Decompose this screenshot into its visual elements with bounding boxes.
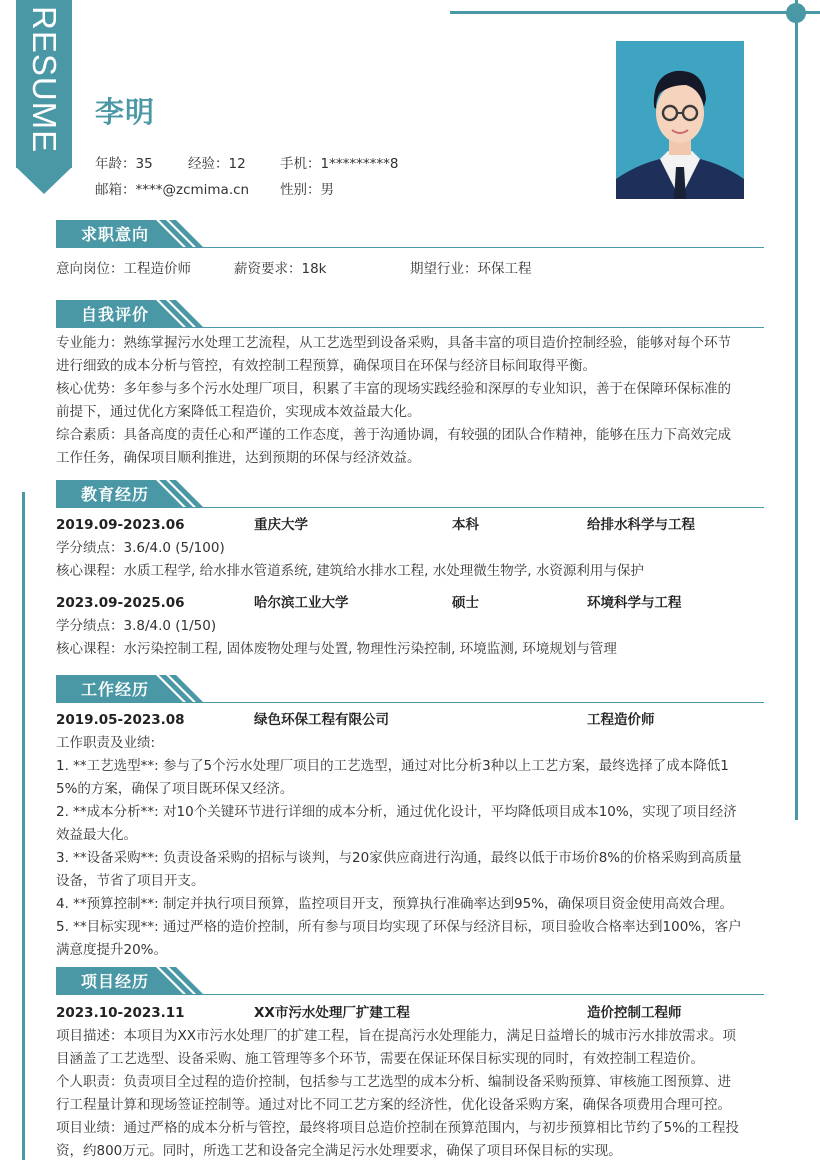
- decorative-dot: [786, 3, 806, 23]
- text-line: 5. **目标实现**: 通过严格的造价控制，所有参与项目均实现了环保与经济目标，项目验收合格率达到100%，客户: [56, 919, 742, 935]
- project-name: XX市污水处理厂扩建工程: [254, 1005, 410, 1021]
- work-item-header: [56, 709, 768, 731]
- section-header-self-eval: [56, 300, 764, 328]
- email-label: 邮箱：: [95, 182, 136, 198]
- education-courses: 核心课程：水污染控制工程, 固体废物处理与处置, 物理性污染控制, 环境监测, 环境规划与管理: [56, 641, 617, 657]
- ribbon-tip: [16, 167, 72, 194]
- self-eval-text: [56, 332, 768, 470]
- expected-industry: 期望行业：环保工程: [410, 261, 532, 277]
- project-period: 2023.10-2023.11: [56, 1005, 185, 1021]
- education-degree: 硕士: [452, 595, 479, 611]
- text-line: 项目描述：本项目为XX市污水处理厂的扩建工程，旨在提高污水处理能力，满足日益增长的城市污水排放需求。项: [56, 1028, 736, 1044]
- decorative-left-line: [22, 492, 25, 1160]
- basic-info-row-1: [95, 152, 398, 172]
- decorative-top-line: [450, 11, 820, 14]
- resume-ribbon: [16, 0, 72, 195]
- salary-expectation: 薪资要求：18k: [234, 261, 327, 277]
- education-item-header: [56, 592, 768, 614]
- section-title: 教育经历: [81, 485, 150, 504]
- email-value: ****@zcmima.cn: [135, 182, 250, 198]
- education-gpa: 学分绩点：3.6/4.0 (5/100): [56, 540, 225, 556]
- education-details: [56, 537, 768, 583]
- text-line: 资，约800万元。同时，所选工艺和设备完全满足污水处理要求，确保了项目环保目标的实现。: [56, 1143, 622, 1159]
- text-line: 个人职责：负责项目全过程的造价控制，包括参与工艺选型的成本分析、编制设备采购预算、审核施工图预算、进: [56, 1074, 731, 1090]
- work-details: [56, 732, 768, 962]
- text-line: 进行细致的成本分析与管控，有效控制工程预算，确保项目在环保与经济目标间取得平衡。: [56, 358, 596, 374]
- age-label: 年龄：: [95, 156, 136, 172]
- gender-label: 性别：: [280, 182, 321, 198]
- work-role: 工程造价师: [587, 712, 655, 728]
- text-line: 设备，节省了项目开支。: [56, 873, 205, 889]
- education-major: 给排水科学与工程: [587, 517, 695, 533]
- portrait-photo: [616, 41, 744, 199]
- section-divider: [56, 702, 764, 704]
- education-courses: 核心课程：水质工程学, 给水排水管道系统, 建筑给水排水工程, 水处理微生物学, 水资源利用与保护: [56, 563, 644, 579]
- email-field: [95, 178, 280, 198]
- text-line: 2. **成本分析**: 对10个关键环节进行详细的成本分析，通过优化设计，平均降低项目成本10%，实现了项目经济: [56, 804, 737, 820]
- age-value: 35: [135, 156, 153, 172]
- gender-value: 男: [320, 182, 334, 198]
- text-line: 专业能力：熟练掌握污水处理工艺流程，从工艺选型到设备采购，具备丰富的项目造价控制经验，能够对每个环节: [56, 335, 731, 351]
- text-line: 核心优势：多年参与多个污水处理厂项目，积累了丰富的现场实践经验和深厚的专业知识，善于在保障环保标准的: [56, 381, 731, 397]
- section-divider: [56, 507, 764, 509]
- section-title: 自我评价: [81, 305, 150, 324]
- experience-label: 经验：: [188, 156, 229, 172]
- education-details: [56, 615, 768, 661]
- section-divider: [56, 247, 764, 249]
- text-line: 1. **工艺选型**: 参与了5个污水处理厂项目的工艺选型，通过对比分析3种以上工艺方案，最终选择了成本降低1: [56, 758, 729, 774]
- text-line: 工作职责及业绩:: [56, 735, 156, 751]
- text-line: 3. **设备采购**: 负责设备采购的招标与谈判，与20家供应商进行沟通，最终以低于市场价8%的价格采购到高质量: [56, 850, 742, 866]
- education-school: 哈尔滨工业大学: [254, 595, 349, 611]
- section-title: 项目经历: [81, 972, 150, 991]
- education-school: 重庆大学: [254, 517, 308, 533]
- text-line: 项目业绩：通过严格的成本分析与管控，最终将项目总造价控制在预算范围内，与初步预算相比节约了5%的工程投: [56, 1120, 739, 1136]
- candidate-name: 李明: [95, 95, 156, 129]
- text-line: 行工程量计算和现场签证控制等。通过对比不同工艺方案的经济性，优化设备采购方案，确保各项费用合理可控。: [56, 1097, 731, 1113]
- experience-field: [188, 152, 280, 172]
- phone-value: 1*********8: [320, 156, 399, 172]
- basic-info-row-2: [95, 178, 334, 198]
- project-details: [56, 1025, 768, 1160]
- section-header-intention: [56, 220, 764, 248]
- text-line: 综合素质：具备高度的责任心和严谨的工作态度，善于沟通协调，有较强的团队合作精神，能够在压力下高效完成: [56, 427, 731, 443]
- section-header-work: [56, 675, 764, 703]
- text-line: 4. **预算控制**: 制定并执行项目预算，监控项目开支，预算执行准确率达到95%，确保项目资金使用高效合理。: [56, 896, 734, 912]
- text-line: 目涵盖了工艺选型、设备采购、施工管理等多个环节，需要在保证环保目标实现的同时，有效控制工程造价。: [56, 1051, 704, 1067]
- work-period: 2019.05-2023.08: [56, 712, 185, 728]
- intention-row: [56, 258, 768, 280]
- education-major: 环境科学与工程: [587, 595, 682, 611]
- ribbon-label: RESUME: [26, 6, 63, 154]
- phone-field: [280, 152, 398, 172]
- age-field: [95, 152, 188, 172]
- section-title: 工作经历: [81, 680, 150, 699]
- section-divider: [56, 327, 764, 329]
- section-title: 求职意向: [81, 225, 150, 244]
- project-item-header: [56, 1002, 768, 1024]
- text-line: 前提下，通过优化方案降低工程造价，实现成本效益最大化。: [56, 404, 421, 420]
- intended-position: 意向岗位：工程造价师: [56, 261, 191, 277]
- education-gpa: 学分绩点：3.8/4.0 (1/50): [56, 618, 217, 634]
- decorative-right-line: [795, 0, 798, 820]
- education-degree: 本科: [452, 517, 479, 533]
- section-header-education: [56, 480, 764, 508]
- text-line: 工作任务，确保项目顺利推进，达到预期的环保与经济效益。: [56, 450, 421, 466]
- project-role: 造价控制工程师: [587, 1005, 682, 1021]
- section-header-project: [56, 967, 764, 995]
- text-line: 满意度提升20%。: [56, 942, 168, 958]
- experience-value: 12: [228, 156, 246, 172]
- phone-label: 手机：: [280, 156, 321, 172]
- education-period: 2023.09-2025.06: [56, 595, 185, 611]
- education-period: 2019.09-2023.06: [56, 517, 185, 533]
- text-line: 效益最大化。: [56, 827, 137, 843]
- section-divider: [56, 994, 764, 996]
- gender-field: [280, 178, 334, 198]
- education-item-header: [56, 514, 768, 536]
- work-company: 绿色环保工程有限公司: [254, 712, 389, 728]
- text-line: 5%的方案，确保了项目既环保又经济。: [56, 781, 294, 797]
